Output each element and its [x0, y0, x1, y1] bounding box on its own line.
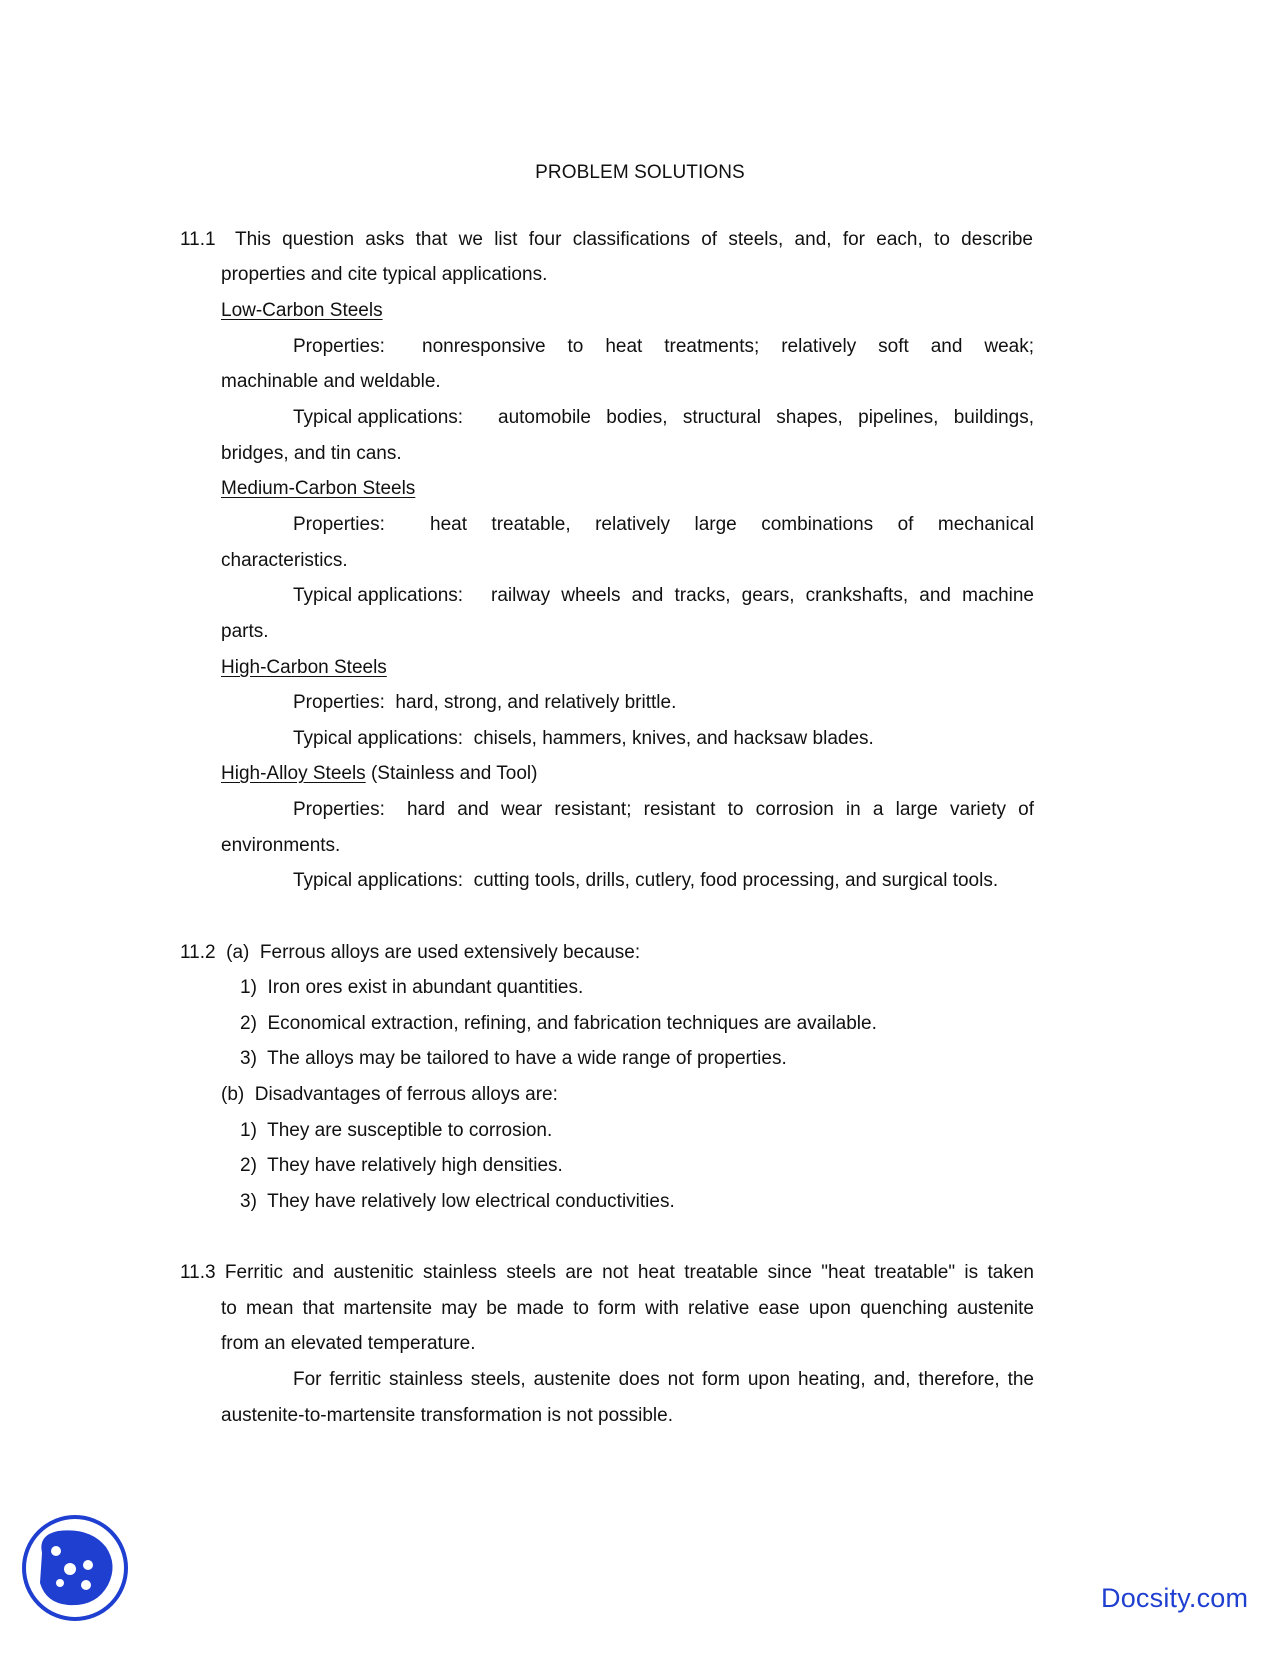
problem-number-11-1: 11.1 [180, 229, 216, 250]
high-alloy-heading: High-Alloy Steels [221, 763, 366, 784]
page-title: PROBLEM SOLUTIONS [535, 162, 745, 183]
high-alloy-properties-line-2: environments. [221, 835, 341, 856]
low-carbon-properties-line-2: machinable and weldable. [221, 371, 441, 392]
low-carbon-properties-label: Properties: [293, 336, 385, 357]
low-carbon-heading: Low-Carbon Steels [221, 300, 383, 321]
medium-carbon-applications-line-1: railway wheels and tracks, gears, crankshafts, and machine [491, 585, 1034, 606]
medium-carbon-applications-label: Typical applications: [293, 585, 464, 606]
problem-11-3-line-4: For ferritic stainless steels, austenite does not form upon heating, and, therefore, the [293, 1369, 1034, 1390]
problem-11-3-line-5: austenite-to-martensite transformation is not possible. [221, 1405, 673, 1426]
high-alloy-applications: Typical applications: cutting tools, drills, cutlery, food processing, and surgical tools. [293, 870, 999, 891]
docsity-logo-icon [20, 1513, 130, 1623]
medium-carbon-properties-line-1: heat treatable, relatively large combinations of mechanical [430, 514, 1034, 535]
high-carbon-heading: High-Carbon Steels [221, 657, 387, 678]
medium-carbon-properties-label: Properties: [293, 514, 385, 535]
list-item: 1) They are susceptible to corrosion. [240, 1120, 553, 1141]
high-alloy-heading-line [221, 761, 537, 787]
list-item: 1) Iron ores exist in abundant quantities. [240, 977, 584, 998]
list-item: 3) The alloys may be tailored to have a wide range of properties. [240, 1048, 787, 1069]
list-item: 2) Economical extraction, refining, and fabrication techniques are available. [240, 1013, 877, 1034]
low-carbon-applications-label: Typical applications: [293, 407, 464, 428]
medium-carbon-properties-line-2: characteristics. [221, 550, 348, 571]
medium-carbon-heading: Medium-Carbon Steels [221, 478, 416, 499]
high-alloy-heading-suffix: (Stainless and Tool) [365, 763, 538, 784]
low-carbon-applications-line-1: automobile bodies, structural shapes, pipelines, buildings, [498, 407, 1034, 428]
high-alloy-properties-line-1: hard and wear resistant; resistant to corrosion in a large variety of [407, 799, 1034, 820]
low-carbon-applications-line-2: bridges, and tin cans. [221, 443, 402, 464]
problem-11-1-line-2: properties and cite typical applications. [221, 264, 548, 285]
high-alloy-properties-label: Properties: [293, 799, 385, 820]
problem-11-3-line-2: to mean that martensite may be made to form with relative ease upon quenching austenite [221, 1298, 1034, 1319]
problem-11-2-intro: 11.2 (a) Ferrous alloys are used extensively because: [180, 942, 641, 963]
low-carbon-properties-line-1: nonresponsive to heat treatments; relatively soft and weak; [422, 336, 1034, 357]
list-item: 2) They have relatively high densities. [240, 1155, 563, 1176]
problem-11-2-b-intro: (b) Disadvantages of ferrous alloys are: [221, 1084, 558, 1105]
high-carbon-applications: Typical applications: chisels, hammers, knives, and hacksaw blades. [293, 728, 874, 749]
list-item: 3) They have relatively low electrical conductivities. [240, 1191, 675, 1212]
high-carbon-properties: Properties: hard, strong, and relatively brittle. [293, 692, 677, 713]
problem-11-3-line-1: 11.3 Ferritic and austenitic stainless steels are not heat treatable since "heat treatable" is taken [180, 1262, 1034, 1283]
medium-carbon-applications-line-2: parts. [221, 621, 269, 642]
problem-11-1-line-1: This question asks that we list four classifications of steels, and, for each, to describe [235, 229, 1033, 250]
docsity-brand-link[interactable]: Docsity.com [1101, 1583, 1249, 1613]
problem-11-3-line-3: from an elevated temperature. [221, 1333, 476, 1354]
